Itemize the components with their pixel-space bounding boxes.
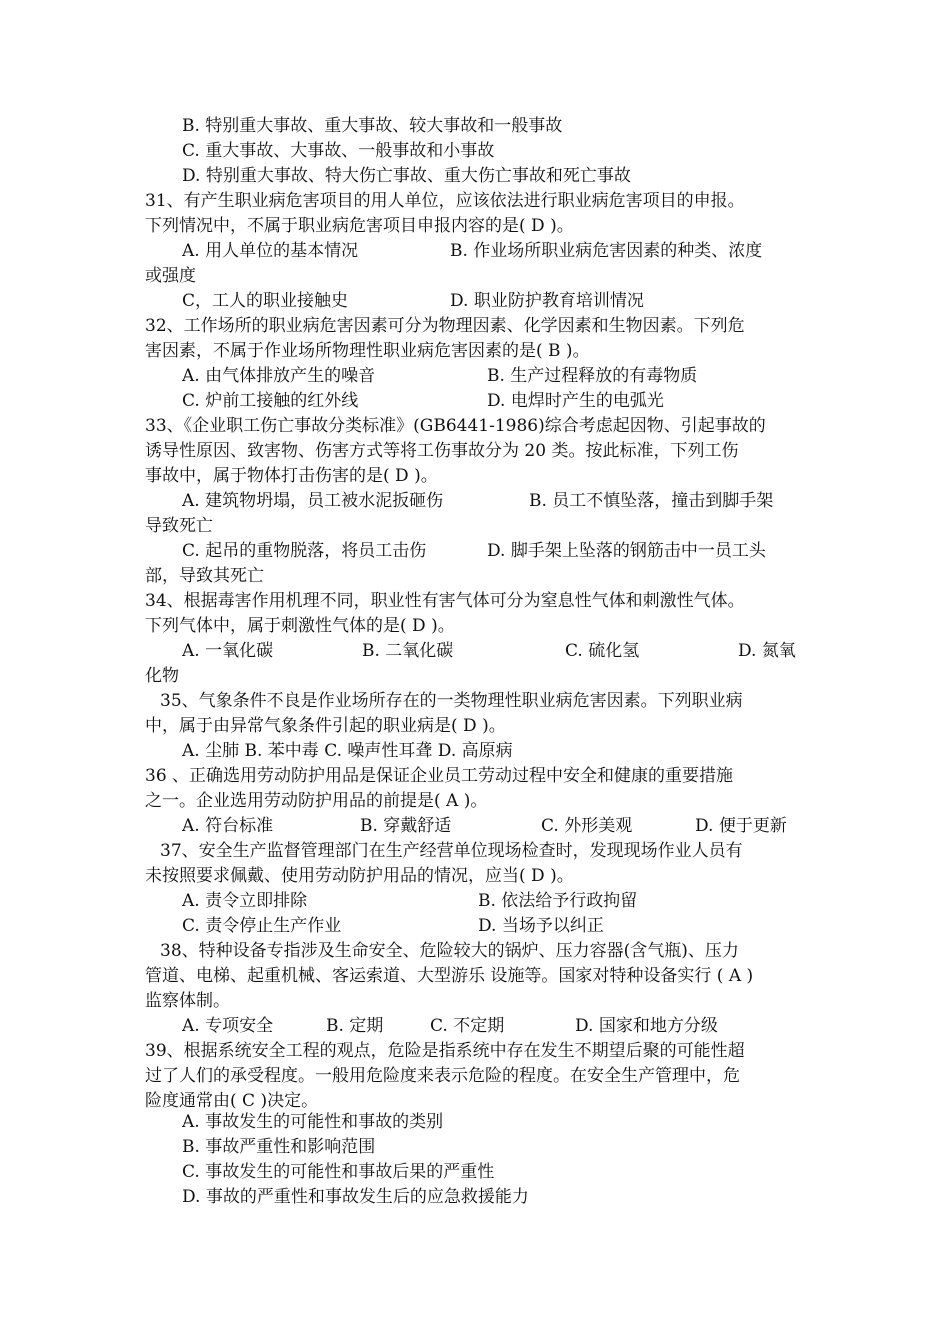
q38-option-a: A. 专项安全 — [182, 1016, 274, 1036]
q33-option-d: D. 脚手架上坠落的钢筋击中一员工头 — [487, 541, 766, 561]
q39-option-a: A. 事故发生的可能性和事故的类别 — [182, 1112, 444, 1132]
question-32-options-ab — [182, 364, 852, 388]
q31-option-b: B. 作业场所职业病危害因素的种类、浓度 — [450, 241, 763, 261]
question-37-options-cd — [182, 914, 852, 938]
question-35-line-1: 35、气象条件不良是作业场所存在的一类物理性职业病危害因素。下列职业病 — [160, 691, 743, 711]
q34-option-a: A. 一氧化碳 — [182, 641, 274, 661]
question-37-line-1: 37、安全生产监督管理部门在生产经营单位现场检查时，发现现场作业人员有 — [160, 841, 743, 861]
question-31-continuation: 或强度 — [145, 266, 196, 286]
q36-option-c: C. 外形美观 — [541, 816, 633, 836]
question-33-line-3: 事故中，属于物体打击伤害的是( D )。 — [145, 466, 438, 486]
q31-option-a: A. 用人单位的基本情况 — [182, 241, 359, 261]
question-38-line-2: 管道、电梯、起重机械、客运索道、大型游乐 设施等。国家对特种设备实行 ( A ) — [145, 966, 754, 986]
question-33-line-1: 33、《企业职工伤亡事故分类标准》(GB6441-1986)综合考虑起因物、引起事故的 — [145, 416, 766, 436]
q34-option-d: D. 氮氧 — [738, 641, 796, 661]
question-31-options-cd — [182, 289, 852, 313]
question-34-line-2: 下列气体中，属于刺激性气体的是( D )。 — [145, 616, 455, 636]
q39-option-b: B. 事故严重性和影响范围 — [182, 1137, 376, 1157]
question-38-line-3: 监察体制。 — [145, 991, 230, 1011]
q39-option-c: C. 事故发生的可能性和事故后果的严重性 — [182, 1162, 495, 1182]
question-35-options: A. 尘肺 B. 苯中毒 C. 噪声性耳聋 D. 高原病 — [182, 741, 513, 761]
question-36-line-2: 之一。企业选用劳动防护用品的前提是( A )。 — [145, 791, 488, 811]
question-34-line-1: 34、根据毒害作用机理不同，职业性有害气体可分为窒息性气体和刺激性气体。 — [145, 591, 745, 611]
q32-option-d: D. 电焊时产生的电弧光 — [487, 391, 664, 411]
option-d-prev: D. 特别重大事故、特大伤亡事故、重大伤亡事故和死亡事故 — [182, 166, 631, 186]
question-34-options — [182, 639, 852, 663]
question-33-options-cd — [182, 539, 852, 563]
q31-option-c: C，工人的职业接触史 — [182, 291, 349, 311]
q31-option-d: D. 职业防护教育培训情况 — [450, 291, 644, 311]
q38-option-d: D. 国家和地方分级 — [575, 1016, 718, 1036]
question-39-line-2: 过了人们的承受程度。一般用危险度来表示危险的程度。在安全生产管理中，危 — [145, 1066, 740, 1086]
question-37-options-ab — [182, 889, 852, 913]
q32-option-a: A. 由气体排放产生的噪音 — [182, 366, 376, 386]
question-32-line-1: 32、工作场所的职业病危害因素可分为物理因素、化学因素和生物因素。下列危 — [145, 316, 745, 336]
question-32-options-cd — [182, 389, 852, 413]
question-33-line-2: 诱导性原因、致害物、伤害方式等将工伤事故分为 20 类。按此标准，下列工伤 — [145, 441, 739, 461]
q37-option-b: B. 依法给予行政拘留 — [478, 891, 638, 911]
question-38-options — [182, 1014, 852, 1038]
question-35-line-2: 中，属于由异常气象条件引起的职业病是( D )。 — [145, 716, 506, 736]
q37-option-a: A. 责令立即排除 — [182, 891, 308, 911]
question-38-line-1: 38、特种设备专指涉及生命安全、危险较大的锅炉、压力容器(含气瓶)、压力 — [160, 941, 739, 961]
q36-option-d: D. 便于更新 — [695, 816, 787, 836]
question-39-line-3: 险度通常由( C )决定。 — [145, 1091, 319, 1111]
option-b-prev: B. 特别重大事故、重大事故、较大事故和一般事故 — [182, 116, 563, 136]
q32-option-c: C. 炉前工接触的红外线 — [182, 391, 359, 411]
q32-option-b: B. 生产过程释放的有毒物质 — [487, 366, 698, 386]
q33-option-a: A. 建筑物坍塌，员工被水泥扳砸伤 — [182, 491, 444, 511]
q37-option-c: C. 责令停止生产作业 — [182, 916, 342, 936]
q36-option-b: B. 穿戴舒适 — [360, 816, 452, 836]
q34-option-b: B. 二氧化碳 — [362, 641, 454, 661]
question-39-line-1: 39、根据系统安全工程的观点，危险是指系统中存在发生不期望后聚的可能性超 — [145, 1041, 745, 1061]
option-c-prev: C. 重大事故、大事故、一般事故和小事故 — [182, 141, 495, 161]
question-32-line-2: 害因素，不属于作业场所物理性职业病危害因素的是( B )。 — [145, 341, 590, 361]
q33-option-c: C. 起吊的重物脱落，将员工击伤 — [182, 541, 427, 561]
question-37-line-2: 未按照要求佩戴、使用劳动防护用品的情况，应当( D )。 — [145, 866, 574, 886]
question-36-line-1: 36 、正确选用劳动防护用品是保证企业员工劳动过程中安全和健康的重要措施 — [145, 766, 734, 786]
q34-option-c: C. 硫化氢 — [565, 641, 640, 661]
question-33-options-ab — [182, 489, 852, 513]
question-33-continuation-1: 导致死亡 — [145, 516, 213, 536]
q37-option-d: D. 当场予以纠正 — [478, 916, 604, 936]
q39-option-d: D. 事故的严重性和事故发生后的应急救援能力 — [182, 1187, 529, 1207]
question-31-line-1: 31、有产生职业病危害项目的用人单位，应该依法进行职业病危害项目的申报。 — [145, 191, 745, 211]
q36-option-a: A. 符台标准 — [182, 816, 274, 836]
question-33-continuation-2: 部，导致其死亡 — [145, 566, 264, 586]
question-31-line-2: 下列情况中，不属于职业病危害项目申报内容的是( D )。 — [145, 216, 574, 236]
q38-option-b: B. 定期 — [326, 1016, 384, 1036]
q38-option-c: C. 不定期 — [430, 1016, 505, 1036]
question-36-options — [182, 814, 852, 838]
question-34-continuation: 化物 — [145, 666, 179, 686]
question-31-options-ab — [182, 239, 852, 263]
q33-option-b: B. 员工不慎坠落，撞击到脚手架 — [529, 491, 774, 511]
